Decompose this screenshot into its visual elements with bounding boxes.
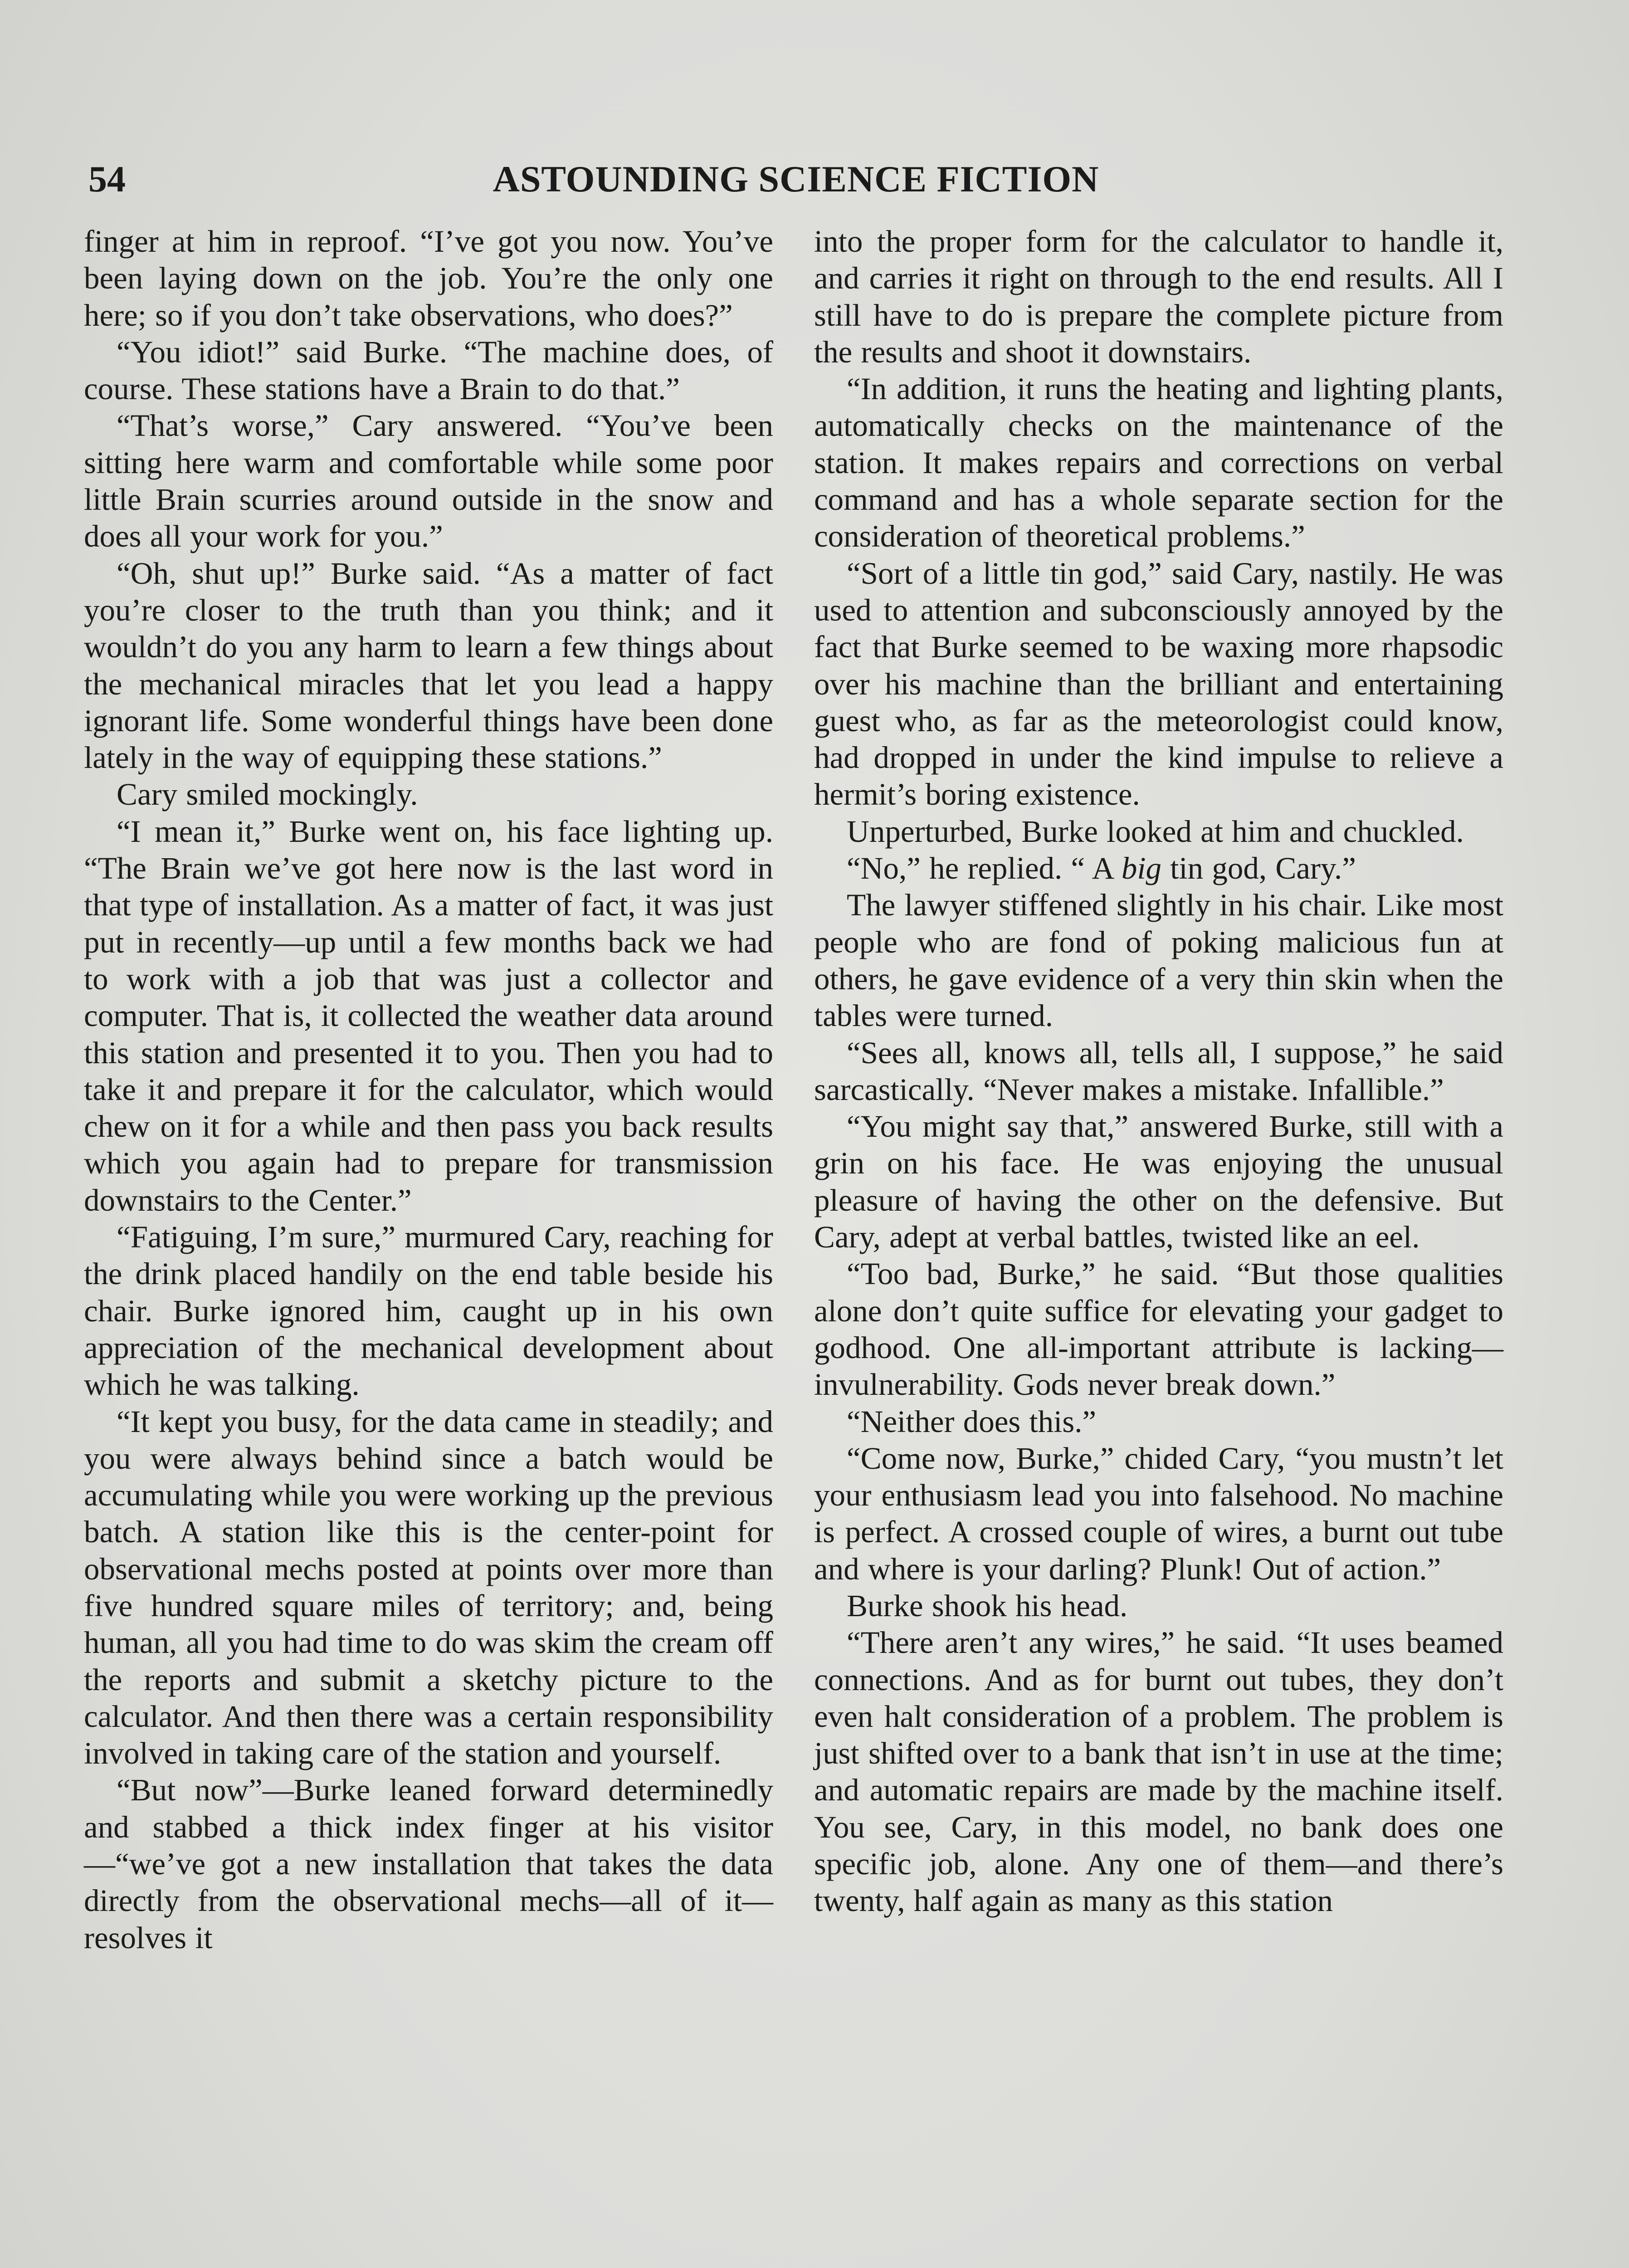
text-run: tin god, Cary.”	[1161, 851, 1356, 886]
italic-word: big	[1121, 851, 1162, 886]
left-column	[84, 223, 773, 1956]
magazine-title: ASTOUNDING SCIENCE FICTION	[493, 158, 1099, 200]
paragraph: into the proper form for the calculator to handle it, and carries it right on through to the end results. All I still have to do is prepare the complete picture from the results and shoot it downstairs.	[814, 224, 1503, 369]
paragraph: “That’s worse,” Cary answered. “You’ve been sitting here warm and comfortable while some poor little Brain scurries around outside in the snow and does all your work for you.”	[84, 408, 773, 554]
page-number: 54	[88, 158, 126, 200]
paragraph: “In addition, it runs the heating and lighting plants, automatically checks on the maintenance of the station. It makes repairs and corrections on verbal command and has a whole separate section for the consideration of theoretical problems.”	[814, 371, 1503, 554]
paragraph: “Sort of a little tin god,” said Cary, nastily. He was used to attention and subconsciously annoyed by the fact that Burke seemed to be waxing more rhapsodic over his machine than the brilliant and entertaining guest who, as far as the meteorologist could know, had dropped in under the kind impulse to relieve a hermit’s boring existence.	[814, 556, 1503, 812]
text-run: “No,” he replied. “ A	[847, 851, 1122, 886]
paragraph: finger at him in reproof. “I’ve got you now. You’ve been laying down on the job. You’re the only one here; so if you don’t take observations, who does?”	[84, 224, 773, 332]
paragraph: “Come now, Burke,” chided Cary, “you mustn’t let your enthusiasm lead you into falsehood. No machine is perfect. A crossed couple of wires, a burnt out tube and where is your darling? Plunk! Out of action.”	[814, 1441, 1503, 1586]
paragraph: “It kept you busy, for the data came in steadily; and you were always behind since a batch would be accumulating while you were working up the previous batch. A station like this is the center-point for observational mechs posted at points over more than five hundred square miles of territory; and, being human, all you had time to do was skim the cream off the reports and submit a sketchy picture to the calculator. And then there was a certain responsibility involved in taking care of the station and yourself.	[84, 1404, 773, 1771]
page-header	[88, 150, 1503, 209]
paragraph: “There aren’t any wires,” he said. “It uses beamed connections. And as for burnt out tubes, they don’t even halt consideration of a problem. The problem is just shifted over to a bank that isn’t in use at the time; and automatic repairs are made by the machine itself. You see, Cary, in this model, no bank does one specific job, alone. Any one of them—and there’s twenty, half again as many as this station	[814, 1625, 1503, 1918]
paragraph: “Sees all, knows all, tells all, I suppose,” he said sarcastically. “Never makes a mistake. Infallible.”	[814, 1035, 1503, 1107]
paragraph: “But now”—Burke leaned forward determinedly and stabbed a thick index finger at his visitor—“we’ve got a new installation that takes the data directly from the observational mechs—all of it—resolves it	[84, 1773, 773, 1955]
paragraph: Burke shook his head.	[847, 1588, 1128, 1623]
paragraph: Cary smiled mockingly.	[117, 777, 418, 812]
paragraph: “You might say that,” answered Burke, still with a grin on his face. He was enjoying the unusual pleasure of having the other on the defensive. But Cary, adept at verbal battles, twisted like an eel.	[814, 1109, 1503, 1255]
paragraph: “Oh, shut up!” Burke said. “As a matter of fact you’re closer to the truth than you think; and it wouldn’t do you any harm to learn a few things about the mechanical miracles that let you lead a happy ignorant life. Some wonderful things have been done lately in the way of equipping these stations.”	[84, 556, 773, 775]
paragraph: “I mean it,” Burke went on, his face lighting up. “The Brain we’ve got here now is the last word in that type of installation. As a matter of fact, it was just put in recently—up until a few months back we had to work with a job that was just a collector and computer. That is, it collected the weather data around this station and presented it to you. Then you had to take it and prepare it for the calculator, which would chew on it for a while and then pass you back results which you again had to prepare for transmission downstairs to the Center.”	[84, 814, 773, 1217]
paragraph: The lawyer stiffened slightly in his chair. Like most people who are fond of poking malicious fun at others, he gave evidence of a very thin skin when the tables were turned.	[814, 888, 1503, 1033]
paragraph: “You idiot!” said Burke. “The machine does, of course. These stations have a Brain to do that.”	[84, 334, 773, 406]
paragraph: “Fatiguing, I’m sure,” murmured Cary, reaching for the drink placed handily on the end table beside his chair. Burke ignored him, caught up in his own appreciation of the mechanical development about which he was talking.	[84, 1220, 773, 1402]
paragraph: Unperturbed, Burke looked at him and chuckled.	[847, 814, 1464, 849]
paragraph: “Too bad, Burke,” he said. “But those qualities alone don’t quite suffice for elevating your gadget to godhood. One all-important attribute is lacking—invulnerability. Gods never break down.”	[814, 1256, 1503, 1402]
paragraph: “Neither does this.”	[847, 1404, 1097, 1439]
paragraph	[814, 850, 1503, 887]
right-column	[814, 223, 1503, 1920]
